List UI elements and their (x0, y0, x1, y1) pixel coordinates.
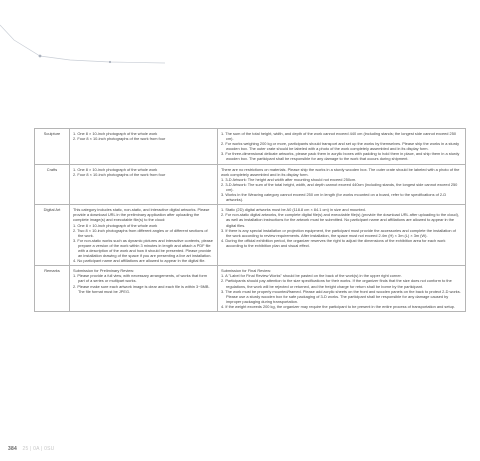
corner-line-decoration (0, 0, 480, 130)
list-item: 1. A "Label for Final Review Works" should be pasted on the back of the work(s) in the upper right corner. (221, 273, 402, 279)
submission-list (73, 273, 214, 293)
page-footer (8, 446, 54, 452)
category-cell: Remarks (35, 266, 70, 312)
list-item: 3. The work must be properly mounted/framed. Please add acrylic sheets on the front and wooden panels on the back to protect 2-D works. Please use a sturdy wooden box for safe packaging of 3-D works. The participant shall be responsible for any damage caused by improper packaging during transportation. (221, 288, 461, 304)
submission-list (73, 131, 214, 141)
category-cell: Digital Art (35, 205, 70, 266)
requirements-intro: Submission for Final Review: (221, 268, 272, 274)
list-item: 4. During the official exhibition period, the organizer reserves the right to adjust the dimensions of the exhibition area for each work according to the exhibition plan and visual effect. (221, 237, 446, 248)
requirements-list (221, 273, 462, 309)
list-item: 2. Four 8 × 10-inch photographs of the work from four (73, 171, 166, 177)
footer-mark: 25 | 0A | 0SU (22, 446, 55, 452)
table-row-digital-art (35, 205, 466, 266)
list-item: 1. 3-D Artwork: The height and width after mounting should not exceed 250cm. (221, 176, 357, 182)
list-item: 3. For three-dimensional delicate artworks, please pack them in acrylic boxes with padding to hold them in place, and ship them in a sturdy wooden box. The participant shall be responsible for any damage to the work that occurs during shipment. (221, 151, 460, 162)
corner-dot (39, 55, 42, 58)
submission-cell (70, 205, 218, 266)
list-item: 3. For non-static works such as dynamic pictures and interactive contents, please prepare a version of the work within 3 minutes in length and attach a PDF file with a description of the work and how it should be presented. Please provide an installation drawing of the space if you are presenting a live art installation. (73, 237, 213, 259)
submission-list (73, 167, 214, 177)
list-item: 1. One 8 × 10-inch photograph of the whole work (73, 166, 158, 172)
submission-intro: This category includes static, non-static, and interactive digital artworks. Please provide a download URL in the preliminary application after uploading the complete image(s) and executable file(s) to the cloud: (73, 207, 210, 223)
list-item: 2. Participants should pay attention to the size specifications for their works. If the organizer finds that the size does not conform to the regulations, the work will be rejected or returned, and the freight charge for return shall be borne by the participant. (221, 278, 452, 289)
list-item: 1. Static (2D) digital artworks must be A0 (118.8 cm × 84.1 cm) in size and mounted. (221, 207, 366, 213)
submission-cell (70, 266, 218, 312)
requirements-intro: There are no restrictions on materials. Please ship the works in a sturdy wooden box. The outer crate should be labeled with a photo of the work completely assembled and in its display form. (221, 166, 460, 177)
list-item: 1. Please provide a full view, with necessary arrangements, of works that form part of a series or multipart works. (73, 273, 208, 284)
list-item: 1. One 8 × 10-inch photograph of the whole work (73, 131, 158, 136)
submission-cell (70, 129, 218, 165)
requirements-list (221, 177, 462, 202)
requirements-list (221, 207, 462, 248)
list-item: 3. If there is any special installation or projection equipment, the participant must provide the accessories and complete the installation of the work according to review requirements. After installation, the space must not exceed 2.4m (H) × 3m (L) × 3m (W). (221, 227, 456, 238)
submission-requirements-table (34, 128, 466, 312)
table-row-crafts (35, 164, 466, 205)
requirements-cell (218, 205, 466, 266)
list-item: 3. Works in the Weaving category cannot exceed 250 cm in length (for works mounted on a board, refer to the specifications of 2-D artworks). (221, 192, 447, 203)
list-item: 2. Two 8 × 10-inch photographs from different angles or of different sections of the work. (73, 227, 208, 238)
list-item: 1. The sum of the total height, width, and depth of the work cannot exceed 440 cm (including stands; the longest side cannot exceed 250 cm). (221, 131, 457, 142)
list-item: 4. If the weight exceeds 200 kg, the organizer may require the participant to be present in the entire process of transportation and setup. (221, 303, 456, 309)
requirements-cell (218, 129, 466, 165)
submission-intro: Submission for Preliminary Review: (73, 268, 135, 274)
requirements-cell (218, 164, 466, 205)
table-row-sculpture (35, 129, 466, 165)
submission-cell (70, 164, 218, 205)
requirements-list (221, 131, 462, 162)
table-row-remarks (35, 266, 466, 312)
category-cell: Crafts (35, 164, 70, 205)
list-item: 2. Please make sure each artwork image is clear and each file is within 3~5MB. The file format must be JPEG. (73, 283, 210, 294)
list-item: 2. Four 8 × 10-inch photographs of the work from four (73, 136, 166, 142)
submission-list (73, 223, 214, 264)
corner-dot (109, 61, 111, 63)
category-cell: Sculpture (35, 129, 70, 165)
list-item: 2. For non-static digital artworks, the complete digital file(s) and executable file(s) (provide the download URL after uploading to the cloud), as well as installation instructions for the artwork must be submitted. No participant name and affiliations are allowed to appear in the digital files. (221, 212, 459, 228)
page-number: 384 (8, 446, 17, 452)
list-item: 2. 3-D Artwork: The sum of the total height, width, and depth cannot exceed 440cm (including stands, the longest side cannot exceed 250 cm). (221, 181, 458, 192)
requirements-cell (218, 266, 466, 312)
list-item: 4. No participant name and affiliations are allowed to appear in the digital file. (73, 258, 206, 264)
list-item: 2. For works weighing 200 kg or more, participants should transport and set up the works by themselves. Please ship the works in a sturdy wooden box. The outer crate should be labeled with a photo of the work completely assembled and in its display form. (221, 141, 460, 152)
list-item: 1. One 8 × 10-inch photograph of the whole work (73, 222, 158, 228)
